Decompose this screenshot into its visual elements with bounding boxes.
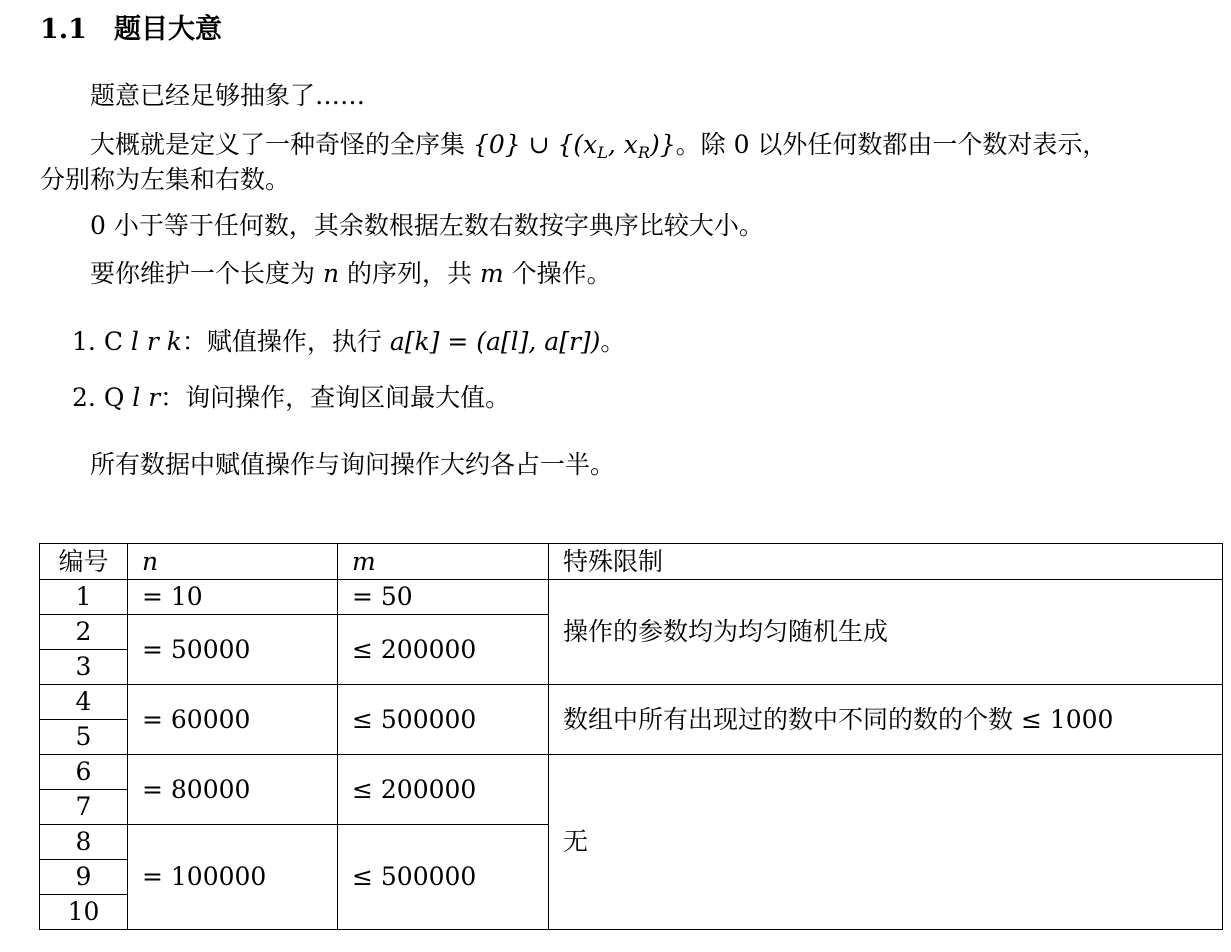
sequence-text-a: 要你维护一个长度为	[90, 259, 323, 288]
op-description: ：询问操作，查询区间最大值。	[160, 383, 511, 412]
var-n: n	[322, 259, 340, 288]
cell-id: 2	[40, 615, 128, 650]
definition-text: 大概就是定义了一种奇怪的全序集	[90, 130, 473, 159]
cell-n: = 50000	[128, 615, 338, 685]
set-formula-end: )}	[649, 130, 676, 159]
cell-m: ≤ 200000	[338, 615, 549, 685]
cell-m: ≤ 200000	[338, 755, 549, 825]
op-args: l r	[132, 383, 161, 412]
table-row	[40, 580, 1223, 615]
op-formula: a[k] = (a[l], a[r])	[389, 327, 601, 356]
subscript-r: R	[637, 143, 650, 162]
list-item	[72, 380, 510, 416]
op-description: ：赋值操作，执行	[181, 327, 390, 356]
sequence-text-c: 个操作。	[503, 259, 612, 288]
section-heading	[40, 12, 222, 48]
header-m: m	[338, 544, 549, 580]
header-n: n	[128, 544, 338, 580]
cell-id: 5	[40, 720, 128, 755]
op-command: C	[103, 327, 131, 356]
cell-m: = 50	[338, 580, 549, 615]
cell-m: ≤ 500000	[338, 685, 549, 755]
cell-id: 1	[40, 580, 128, 615]
list-item	[72, 324, 625, 360]
cell-limit: 无	[549, 755, 1223, 930]
cell-limit: 操作的参数均为均匀随机生成	[549, 580, 1223, 685]
set-formula	[472, 130, 676, 162]
table-row	[40, 755, 1223, 790]
cell-id: 7	[40, 790, 128, 825]
cell-n: = 10	[128, 580, 338, 615]
table-row	[40, 685, 1223, 720]
header-limit: 特殊限制	[549, 544, 1223, 580]
op-command: Q	[103, 383, 133, 412]
cell-id: 10	[40, 895, 128, 930]
paragraph-distribution: 所有数据中赋值操作与询问操作大约各占一半。	[90, 450, 616, 479]
table-header-row	[40, 544, 1223, 580]
paragraph-abstract: 题意已经足够抽象了……	[90, 81, 366, 110]
cell-n: = 60000	[128, 685, 338, 755]
paragraph-definition-line2: 分别称为左集和右数。	[40, 165, 291, 194]
cell-limit: 数组中所有出现过的数中不同的数的个数 ≤ 1000	[549, 685, 1223, 755]
constraints-table	[39, 543, 1223, 930]
cell-n: = 80000	[128, 755, 338, 825]
definition-text-cont: 。除 0 以外任何数都由一个数对表示，	[675, 130, 1108, 159]
var-m: m	[479, 259, 504, 288]
section-title: 题目大意	[114, 14, 222, 45]
list-number: 1.	[72, 327, 96, 356]
paragraph-ordering: 0 小于等于任何数，其余数根据左数右数按字典序比较大小。	[90, 211, 764, 240]
cell-id: 6	[40, 755, 128, 790]
cell-m: ≤ 500000	[338, 825, 549, 930]
subscript-l: L	[597, 143, 608, 162]
cell-n: = 100000	[128, 825, 338, 930]
list-number: 2.	[72, 383, 96, 412]
cell-id: 9	[40, 860, 128, 895]
paragraph-sequence	[90, 256, 612, 292]
set-formula-mid: , x	[607, 130, 638, 159]
op-end: 。	[600, 327, 626, 356]
cell-id: 8	[40, 825, 128, 860]
set-formula-start: {0} ∪ {(x	[472, 130, 598, 159]
sequence-text-b: 的序列，共	[339, 259, 480, 288]
cell-id: 3	[40, 650, 128, 685]
op-args: l r k	[130, 327, 182, 356]
cell-id: 4	[40, 685, 128, 720]
header-id: 编号	[40, 544, 128, 580]
section-number: 1.1	[40, 14, 87, 45]
